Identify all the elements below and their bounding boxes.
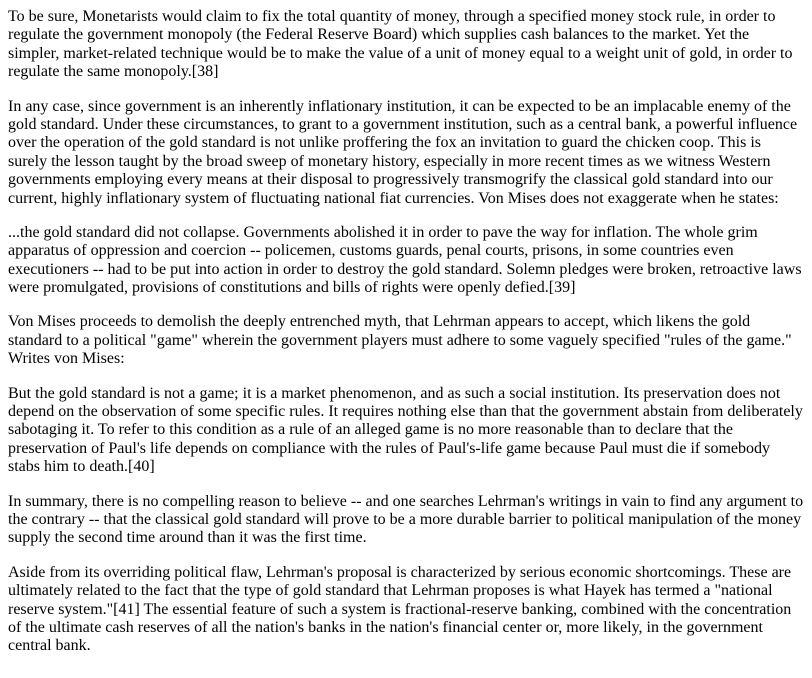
paragraph-summary: In summary, there is no compelling reason to believe -- and one searches Lehrman's writings in vain to find any argument to the contrary -- that the classical gold standard will prove to be a more durable barrier to political manipulation of the money supply the second time around than it was the first time. xyxy=(8,492,804,547)
paragraph-quote-not-a-game: But the gold standard is not a game; it is a market phenomenon, and as such a social institution. Its preservation does not depend on the observation of some specific rules. It requires nothing else than that the government abstain from deliberately sabotaging it. To refer to this condition as a rule of an alleged game is no more reasonable than to declare that the preservation of Paul's life depends on compliance with the rules of Paul's-life game because Paul must die if somebody stabs him to death.[40] xyxy=(8,384,803,476)
paragraph-inflationary-institution: In any case, since government is an inherently inflationary institution, it can be expected to be an implacable enemy of the gold standard. Under these circumstances, to grant to a government institution, such as a central bank, a powerful influence over the operation of the gold standard is not unlike proffering the fox an invitation to guard the chicken coop. This is surely the lesson taught by the broad sweep of monetary history, especially in more recent times as we witness Western governments employing every means at their disposal to progressively transmogrify the classical gold standard into our current, highly inflationary system of fluctuating national fiat currencies. Von Mises does not exaggerate when he states: xyxy=(8,97,798,207)
document-page xyxy=(8,8,804,656)
paragraph-economic-shortcomings: Aside from its overriding political flaw, Lehrman's proposal is characterized by serious economic shortcomings. These are ultimately related to the fact that the type of gold standard that Lehrman proposes is what Hayek has termed a "national reserve system."[41] The essential feature of such a system is fractional-reserve banking, combined with the concentration of the ultimate cash reserves of all the nation's banks in the nation's financial center or, more likely, in the government central bank. xyxy=(8,563,792,655)
paragraph-quote-gold-standard-collapse: ...the gold standard did not collapse. Governments abolished it in order to pave the way for inflation. The whole grim apparatus of oppression and coercion -- policemen, customs guards, penal courts, prisons, in some countries even executioners -- had to be put into action in order to destroy the gold standard. Solemn pledges were broken, retroactive laws were promulgated, provisions of constitutions and bills of rights were openly defied.[39] xyxy=(8,223,802,297)
paragraph-monetarists: To be sure, Monetarists would claim to fix the total quantity of money, through a specified money stock rule, in order to regulate the government monopoly (the Federal Reserve Board) which supplies cash balances to the market. Yet the simpler, market-related technique would be to make the value of a unit of money equal to a weight unit of gold, in order to regulate the same monopoly.[38] xyxy=(8,8,793,81)
paragraph-von-mises-myth: Von Mises proceeds to demolish the deeply entrenched myth, that Lehrman appears to accept, which likens the gold standard to a political "game" wherein the government players must adhere to some vaguely specified "rules of the game." Writes von Mises: xyxy=(8,313,792,368)
